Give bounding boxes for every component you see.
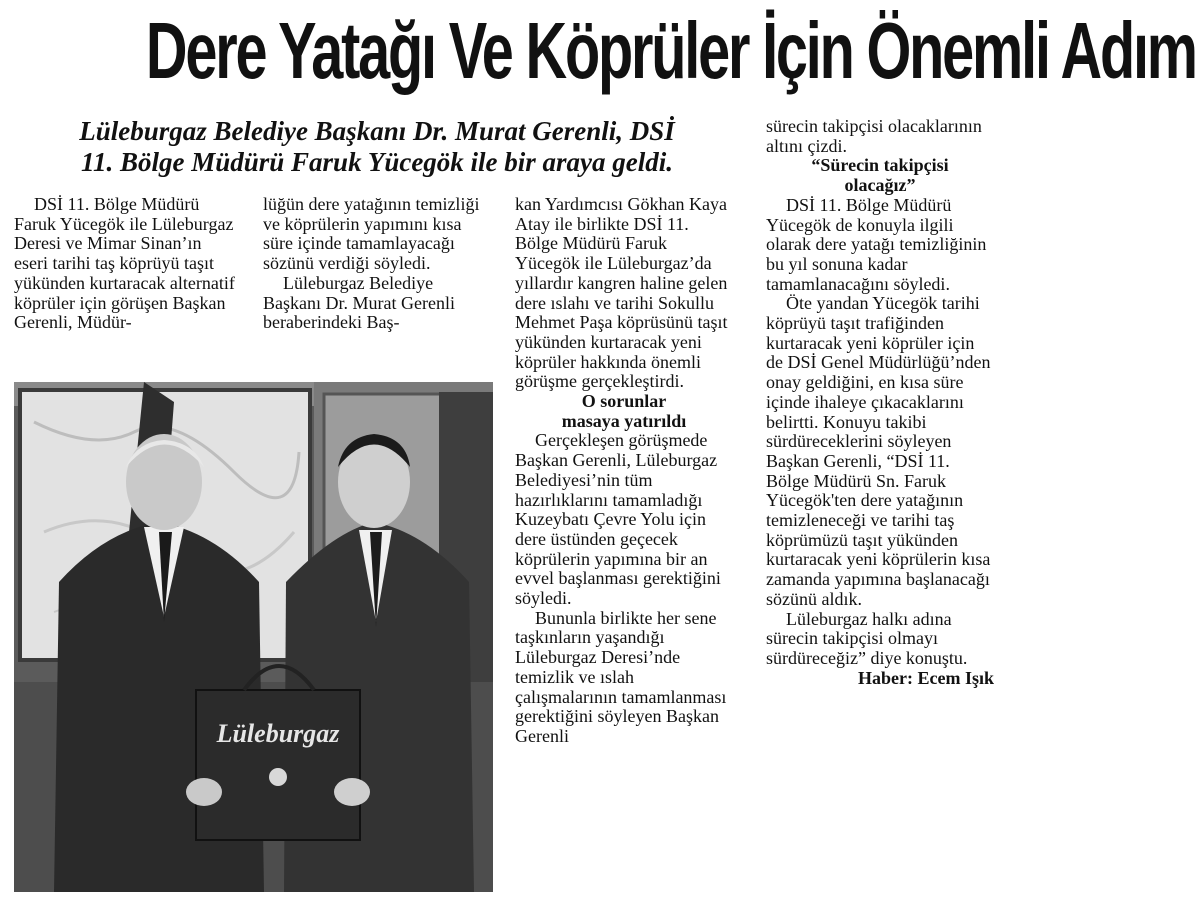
person-left-face [126,434,202,530]
section-subheading-line: O sorunlar [581,391,667,412]
subheadline-line-1: Lüleburgaz Belediye Başkanı Dr. Murat Gerenli, DSİ [79,116,675,146]
section-subheading [766,156,994,195]
paragraph: Lüleburgaz halkı adına sürecin takipçisi olmayı sürdüreceğiz” diye konuştu. [766,608,968,668]
paragraph: Öte yandan Yücegök tarihi köprüyü taşıt trafiğinden kurtaracak yeni köprüler için de DSİ Genel Müdürlüğü’nden onay geldiğini, en kısa süre içinde ihaleye çıkacaklarını belirtti. Konuyu takibi sürdüreceklerini söyleyen Başkan Gerenli, “DSİ 11. Bölge Müdürü Sn. Faruk Yücegök'ten dere yatağının temizleneceği ve tarihi taş köprümüzü taşıt yükünden kurtaracak yeni köprülerin kısa zamanda yapımına başlanacağı sözünü aldık. [766,293,991,609]
section-subheading-line: masaya yatırıldı [561,410,687,431]
paragraph: DSİ 11. Bölge Müdürü Yücegök de konuyla ilgili olarak dere yatağı temizliğinin bu yıl sonuna kadar tamamlanacağını söyledi. [766,194,987,294]
section-subheading [515,392,733,431]
bag-logo: Lüleburgaz [216,719,340,748]
article-column-4 [766,117,994,688]
paragraph: DSİ 11. Bölge Müdürü Faruk Yücegök ile Lüleburgaz Deresi ve Mimar Sinan’ın eseri tarihi taş köprüyü taşıt yükünden kurtaracak alternatif köprüler için görüşen Başkan Gerenli, Müdür- [14,194,235,333]
paragraph: Gerçekleşen görüşmede Başkan Gerenli, Lüleburgaz Belediyesi’nin tüm hazırlıklarını tamamladığı Kuzeybatı Çevre Yolu için dere üstünden geçecek köprülerin yapımına bir an evvel başlanması gerektiğini söyledi. [515,430,721,609]
news-photo [14,382,493,892]
article-column-3 [515,195,733,747]
subheadline-line-2: 11. Bölge Müdürü Faruk Yücegök ile bir araya geldi. [80,147,674,177]
subheadline [12,116,742,178]
paragraph: Bununla birlikte her sene taşkınların yaşandığı Lüleburgaz Deresi’nde temizlik ve ıslah çalışmalarının tamamlanması gerektiğini söyleyen Başkan Gerenli [515,607,727,746]
article-column-2 [263,195,488,333]
headline: Dere Yatağı Ve Köprüler İçin Önemli Adım [145,6,1196,95]
photo-scene [14,382,493,892]
paragraph: kan Yardımcısı Gökhan Kaya Atay ile birlikte DSİ 11. Bölge Müdürü Faruk Yücegök ile Lüleburgaz’da yıllardır kangren haline gelen dere ıslahı ve tarihi Sokullu Mehmet Paşa köprüsünü taşıt yükünden kurtaracak yeni köprüler hakkında önemli görüşme gerçekleştirdi. [515,194,728,392]
section-subheading-line: “Sürecin takipçisi [811,155,949,176]
article-column-1 [14,195,236,333]
paragraph: Lüleburgaz Belediye Başkanı Dr. Murat Gerenli beraberindeki Baş- [263,272,455,333]
gift-bag [196,690,360,840]
paragraph: lüğün dere yatağının temizliği ve köprülerin yapımını kısa süre içinde tamamlayacağı sözünü verdiği söyledi. [263,194,480,274]
section-subheading-line: olacağız” [844,175,916,196]
paragraph: sürecin takipçisi olacaklarının altını çizdi. [766,116,982,156]
byline: Haber: Ecem Işık [858,667,994,688]
